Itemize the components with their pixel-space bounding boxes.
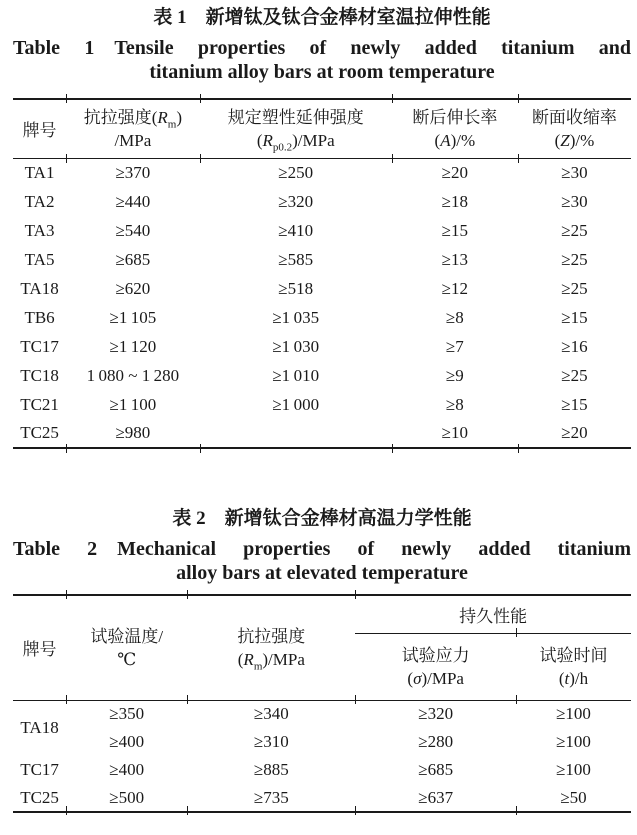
value-cell: ≥250	[278, 162, 314, 182]
value-cell: ≥440	[115, 191, 151, 211]
value-cell: ≥16	[561, 336, 588, 356]
symbol-t: t	[564, 668, 570, 688]
column-rule-stub	[392, 154, 393, 163]
symbol-R: R	[157, 107, 168, 127]
grade-cell: TC25	[20, 787, 59, 807]
value-cell: ≥100	[556, 732, 591, 751]
value-cell: ≥340	[253, 704, 289, 724]
value-cell: ≥1 120	[109, 336, 157, 356]
value-cell: ≥30	[561, 162, 588, 182]
table2-header-test-stress	[355, 633, 516, 700]
column-rule-stub	[66, 695, 67, 704]
table1-header-row	[13, 99, 631, 158]
value-cell: ≥1 010	[272, 365, 320, 385]
table1-row	[13, 216, 631, 245]
value-cell: ≥1 000	[272, 394, 320, 414]
grade-cell: TA18	[20, 278, 59, 298]
table2-header-grade: 牌号	[13, 595, 66, 700]
header-line: 试验时间	[539, 645, 608, 665]
value-cell: ≥15	[441, 220, 469, 240]
grade-cell: TA18	[20, 718, 59, 738]
value-cell: ≥620	[115, 278, 151, 298]
subscript-m: m	[167, 118, 177, 131]
table2-row	[13, 784, 631, 812]
value-cell: 1 080 ~ 1 280	[86, 365, 180, 385]
value-cell: ≥735	[253, 787, 289, 807]
value-cell: ≥400	[109, 732, 145, 751]
header-text: (	[558, 668, 565, 688]
header-line: 断面收缩率	[531, 107, 617, 127]
table2-caption-en-line1: Table 2 Mechanical properties of newly added titanium	[13, 538, 631, 560]
value-cell: ≥685	[115, 249, 151, 269]
column-rule-stub	[516, 628, 517, 637]
header-text: (	[237, 649, 244, 669]
header-line	[187, 648, 355, 671]
value-cell: ≥20	[441, 162, 469, 182]
column-rule-stub	[66, 444, 67, 453]
value-cell: ≥585	[278, 249, 314, 269]
grade-cell: TA1	[24, 162, 55, 182]
column-rule-stub	[518, 444, 519, 453]
table1-caption-zh: 表 1 新增钛及钛合金棒材室温拉伸性能	[153, 7, 491, 28]
header-text: )/MPa	[292, 130, 335, 150]
value-cell: ≥25	[561, 278, 588, 298]
subscript-p02: p0.2	[272, 141, 293, 154]
table2-caption-en	[13, 537, 631, 585]
grade-cell: TC25	[20, 423, 59, 442]
table1-row	[13, 419, 631, 448]
value-cell: ≥30	[561, 191, 588, 211]
table2-header-row-1	[13, 595, 631, 633]
column-rule-stub	[200, 444, 201, 453]
table1-header-proof-strength	[200, 99, 392, 158]
table1-row	[13, 361, 631, 390]
table2-caption-en-line2: alloy bars at elevated temperature	[176, 562, 468, 584]
value-cell: ≥637	[418, 787, 454, 807]
value-cell: ≥518	[278, 278, 314, 298]
grade-cell: TA5	[24, 249, 55, 269]
symbol-sigma: σ	[413, 668, 422, 688]
value-cell: ≥400	[109, 760, 145, 779]
value-cell: ≥10	[441, 423, 469, 442]
table2	[13, 594, 631, 811]
column-rule-stub	[66, 94, 67, 103]
symbol-A: A	[440, 130, 451, 150]
table2-row	[13, 728, 631, 756]
header-line: /MPa	[114, 130, 152, 150]
value-cell: ≥15	[561, 394, 588, 414]
header-text: (	[554, 130, 561, 150]
value-cell: ≥320	[278, 191, 314, 211]
column-rule-stub	[66, 154, 67, 163]
table1-row	[13, 303, 631, 332]
table1-caption-en	[13, 36, 631, 84]
table1-caption-en-line1: Table 1 Tensile properties of newly added titanium and	[13, 37, 631, 59]
header-text: (	[256, 130, 263, 150]
column-rule-stub	[518, 94, 519, 103]
table2-header-test-temperature	[66, 595, 187, 700]
header-text: )/%	[569, 130, 595, 150]
header-line: 试验应力	[401, 645, 470, 665]
page-content	[13, 0, 631, 811]
header-text: )/h	[569, 668, 589, 688]
grade-cell: TC17	[20, 336, 59, 356]
value-cell: ≥500	[109, 787, 145, 807]
table1-row	[13, 274, 631, 303]
table1-header-tensile-strength	[66, 99, 199, 158]
table1-row	[13, 158, 631, 187]
value-cell: ≥100	[556, 704, 591, 724]
header-line	[392, 129, 518, 152]
header-line	[355, 667, 516, 690]
grade-cell: TC17	[20, 760, 59, 779]
header-line: 规定塑性延伸强度	[227, 107, 364, 127]
value-cell: ≥50	[560, 787, 587, 807]
symbol-R: R	[262, 130, 273, 150]
header-line: 抗拉强度	[237, 626, 306, 646]
value-cell: ≥9	[445, 365, 464, 385]
header-line: ℃	[117, 649, 137, 669]
header-line: 断后伸长率	[412, 107, 498, 127]
value-cell: ≥685	[418, 760, 454, 779]
column-rule-stub	[187, 806, 188, 815]
value-cell: ≥280	[418, 732, 454, 751]
value-cell: ≥8	[445, 307, 464, 327]
value-cell: ≥100	[556, 760, 591, 779]
grade-cell: TC18	[20, 365, 59, 385]
column-rule-stub	[200, 154, 201, 163]
value-cell: ≥980	[115, 423, 151, 442]
column-rule-stub	[392, 444, 393, 453]
table2-grid	[13, 594, 631, 813]
table1-row	[13, 187, 631, 216]
value-cell: ≥25	[561, 249, 588, 269]
column-rule-stub	[200, 94, 201, 103]
value-cell: ≥8	[445, 394, 464, 414]
value-cell: ≥370	[115, 162, 151, 182]
grade-cell: TA3	[24, 220, 55, 240]
grade-cell: TA2	[24, 191, 55, 211]
symbol-R: R	[243, 649, 254, 669]
table2-header-tensile-strength	[187, 595, 355, 700]
value-cell: ≥1 105	[109, 307, 157, 327]
column-rule-stub	[392, 94, 393, 103]
header-text: )	[176, 107, 183, 127]
table1	[13, 98, 631, 449]
column-rule-stub	[518, 154, 519, 163]
header-text: )/MPa	[421, 668, 464, 688]
table2-caption-zh: 表 2 新增钛合金棒材高温力学性能	[172, 508, 472, 529]
symbol-Z: Z	[560, 130, 570, 150]
table1-header-grade: 牌号	[13, 99, 66, 158]
value-cell: ≥1 035	[272, 307, 320, 327]
value-cell: ≥15	[561, 307, 588, 327]
value-cell: ≥13	[441, 249, 469, 269]
table1-header-elongation	[392, 99, 518, 158]
column-rule-stub	[66, 590, 67, 599]
value-cell: ≥1 100	[109, 394, 157, 414]
value-cell: ≥7	[445, 336, 464, 356]
table1-caption-en-line2: titanium alloy bars at room temperature	[149, 61, 495, 83]
column-rule-stub	[187, 590, 188, 599]
column-rule-stub	[355, 806, 356, 815]
value-cell: ≥410	[278, 220, 314, 240]
value-cell: ≥25	[561, 365, 588, 385]
header-text: 抗拉强度(	[83, 107, 158, 127]
table1-row	[13, 245, 631, 274]
column-rule-stub	[516, 695, 517, 704]
value-cell: ≥310	[253, 732, 289, 751]
value-cell: ≥350	[109, 704, 145, 724]
header-text: (	[434, 130, 441, 150]
header-line	[66, 106, 199, 129]
table2-header-test-time	[516, 633, 631, 700]
table2-header-endurance-group: 持久性能	[355, 595, 631, 633]
grade-cell: TC21	[20, 394, 59, 414]
value-cell: ≥885	[253, 760, 289, 779]
table1-grid	[13, 98, 631, 449]
table1-row	[13, 390, 631, 419]
table1-header-reduction-of-area	[518, 99, 631, 158]
header-text: )/MPa	[262, 649, 305, 669]
table2-row	[13, 756, 631, 784]
value-cell: ≥320	[418, 704, 454, 724]
table2-row	[13, 700, 631, 728]
value-cell: ≥540	[115, 220, 151, 240]
column-rule-stub	[187, 695, 188, 704]
value-cell: ≥1 030	[272, 336, 320, 356]
table1-row	[13, 332, 631, 361]
grade-cell: TB6	[24, 307, 55, 327]
column-rule-stub	[66, 806, 67, 815]
value-cell: ≥25	[561, 220, 588, 240]
value-cell	[200, 419, 392, 448]
value-cell: ≥18	[441, 191, 469, 211]
column-rule-stub	[516, 806, 517, 815]
header-line: 试验温度/	[90, 626, 164, 646]
value-cell: ≥20	[561, 423, 588, 442]
column-rule-stub	[355, 695, 356, 704]
value-cell: ≥12	[441, 278, 469, 298]
column-rule-stub	[355, 590, 356, 599]
header-line	[516, 667, 631, 690]
header-text: (	[407, 668, 414, 688]
header-text: )/%	[450, 130, 476, 150]
header-line	[200, 129, 392, 152]
subscript-m: m	[253, 660, 263, 673]
header-line	[518, 129, 631, 152]
